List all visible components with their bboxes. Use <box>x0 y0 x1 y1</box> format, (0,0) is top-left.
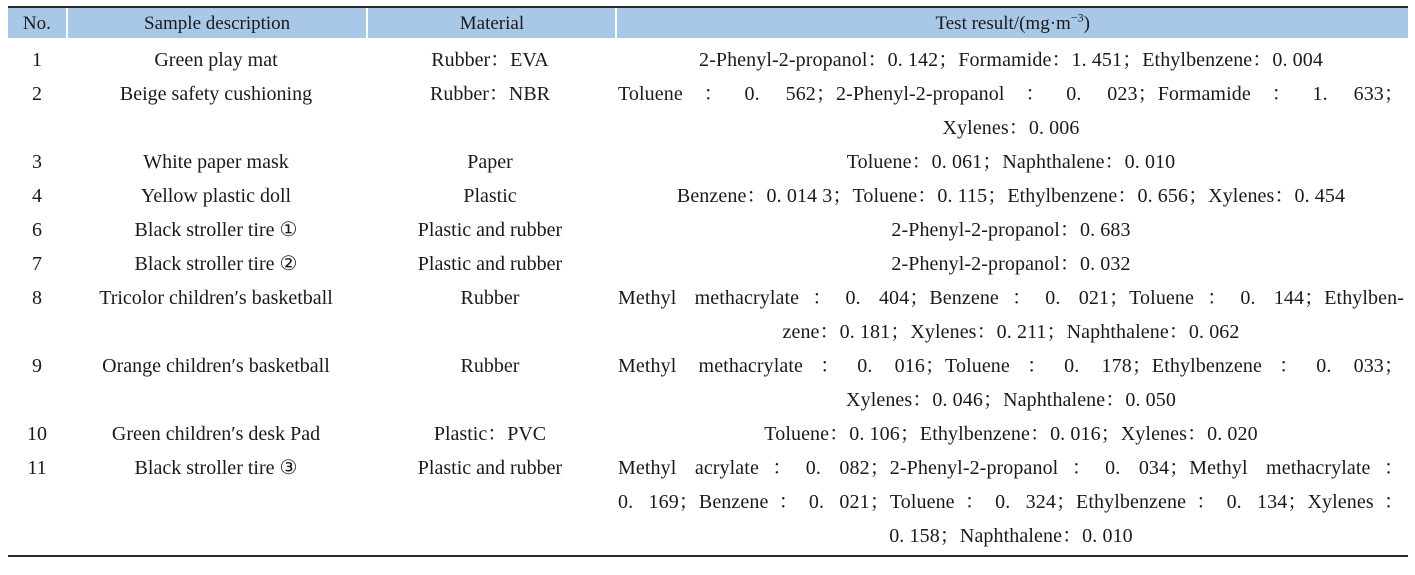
test-result <box>614 281 1408 349</box>
test-result-line: zene：0. 181；Xylenes：0. 211；Naphthalene：0. 062 <box>782 321 1240 343</box>
test-result <box>614 451 1408 553</box>
material: Plastic <box>463 185 517 207</box>
test-result <box>614 247 1408 281</box>
sample-description: Green play mat <box>154 49 278 71</box>
table-row <box>8 451 1408 553</box>
header-result-label: Test result/(mg·m <box>935 13 1071 34</box>
table-row <box>8 247 1408 281</box>
test-result-line: Xylenes：0. 006 <box>942 117 1080 139</box>
test-result <box>614 77 1408 145</box>
test-result <box>614 43 1408 77</box>
row-number: 4 <box>32 185 42 207</box>
row-number: 2 <box>32 83 42 105</box>
test-result-line: Toluene：0. 562；2-Phenyl-2-propanol：0. 023；Formamide：1. 633； <box>618 83 1404 105</box>
material: Rubber：NBR <box>430 83 550 105</box>
results-table <box>8 6 1408 557</box>
sample-description: Black stroller tire ② <box>134 253 298 275</box>
material: Plastic：PVC <box>433 423 547 445</box>
test-result-line: Methyl acrylate：0. 082；2-Phenyl-2-propanol：0. 034；Methyl methacrylate： <box>618 457 1404 479</box>
table-row <box>8 349 1408 417</box>
sample-description: White paper mask <box>143 151 289 173</box>
table-body <box>8 38 1408 555</box>
header-result <box>615 8 1408 38</box>
table-row <box>8 145 1408 179</box>
header-result-close: ) <box>1083 13 1090 34</box>
table-row <box>8 417 1408 451</box>
test-result <box>614 213 1408 247</box>
material: Rubber <box>460 355 520 377</box>
sample-description: Beige safety cushioning <box>119 83 313 105</box>
material: Plastic and rubber <box>417 457 563 479</box>
test-result-line: 0. 169；Benzene：0. 021；Toluene：0. 324；Ethylbenzene：0. 134；Xylenes： <box>618 491 1404 513</box>
row-number: 8 <box>32 287 42 309</box>
sample-description: Tricolor children′s basketball <box>99 287 333 309</box>
test-result-line: 2-Phenyl-2-propanol：0. 683 <box>891 219 1131 241</box>
row-number: 9 <box>32 355 42 377</box>
test-result <box>614 417 1408 451</box>
table-row <box>8 281 1408 349</box>
header-description: Sample description <box>66 8 367 38</box>
test-result-line: Xylenes：0. 046；Naphthalene：0. 050 <box>846 389 1176 411</box>
table-row <box>8 77 1408 145</box>
row-number: 7 <box>32 253 42 275</box>
material: Plastic and rubber <box>417 253 563 275</box>
test-result-line: Methyl methacrylate：0. 404；Benzene：0. 021；Toluene：0. 144；Ethylben- <box>618 287 1404 309</box>
test-result-line: Toluene：0. 061；Naphthalene：0. 010 <box>846 151 1176 173</box>
test-result <box>614 145 1408 179</box>
row-number: 11 <box>27 457 47 479</box>
table-bottom-rule <box>8 555 1408 557</box>
test-result <box>614 349 1408 417</box>
test-result-line: 0. 158；Naphthalene：0. 010 <box>889 525 1133 547</box>
row-number: 6 <box>32 219 42 241</box>
sample-description: Green children′s desk Pad <box>111 423 321 445</box>
table-row <box>8 179 1408 213</box>
row-number: 1 <box>32 49 42 71</box>
table-header <box>8 8 1408 38</box>
material: Paper <box>467 151 513 173</box>
header-no: No. <box>22 13 51 34</box>
material: Rubber <box>460 287 520 309</box>
test-result-line: Toluene：0. 106；Ethylbenzene：0. 016；Xylenes：0. 020 <box>764 423 1258 445</box>
header-result-unit-exponent: −3 <box>1070 10 1084 25</box>
test-result <box>614 179 1408 213</box>
material: Rubber：EVA <box>431 49 549 71</box>
sample-description: Black stroller tire ③ <box>134 457 298 479</box>
row-number: 10 <box>27 423 47 445</box>
test-result-line: Methyl methacrylate：0. 016；Toluene：0. 178；Ethylbenzene：0. 033； <box>618 355 1404 377</box>
test-result-line: Benzene：0. 014 3；Toluene：0. 115；Ethylbenzene：0. 656；Xylenes：0. 454 <box>676 185 1346 207</box>
sample-description: Black stroller tire ① <box>134 219 298 241</box>
test-result-line: 2-Phenyl-2-propanol：0. 032 <box>891 253 1131 275</box>
table-row <box>8 43 1408 77</box>
sample-description: Orange children′s basketball <box>102 355 330 377</box>
table-row <box>8 213 1408 247</box>
material: Plastic and rubber <box>417 219 563 241</box>
sample-description: Yellow plastic doll <box>140 185 292 207</box>
row-number: 3 <box>32 151 42 173</box>
test-result-line: 2-Phenyl-2-propanol：0. 142；Formamide：1. 451；Ethylbenzene：0. 004 <box>699 49 1323 71</box>
header-material: Material <box>366 8 615 38</box>
